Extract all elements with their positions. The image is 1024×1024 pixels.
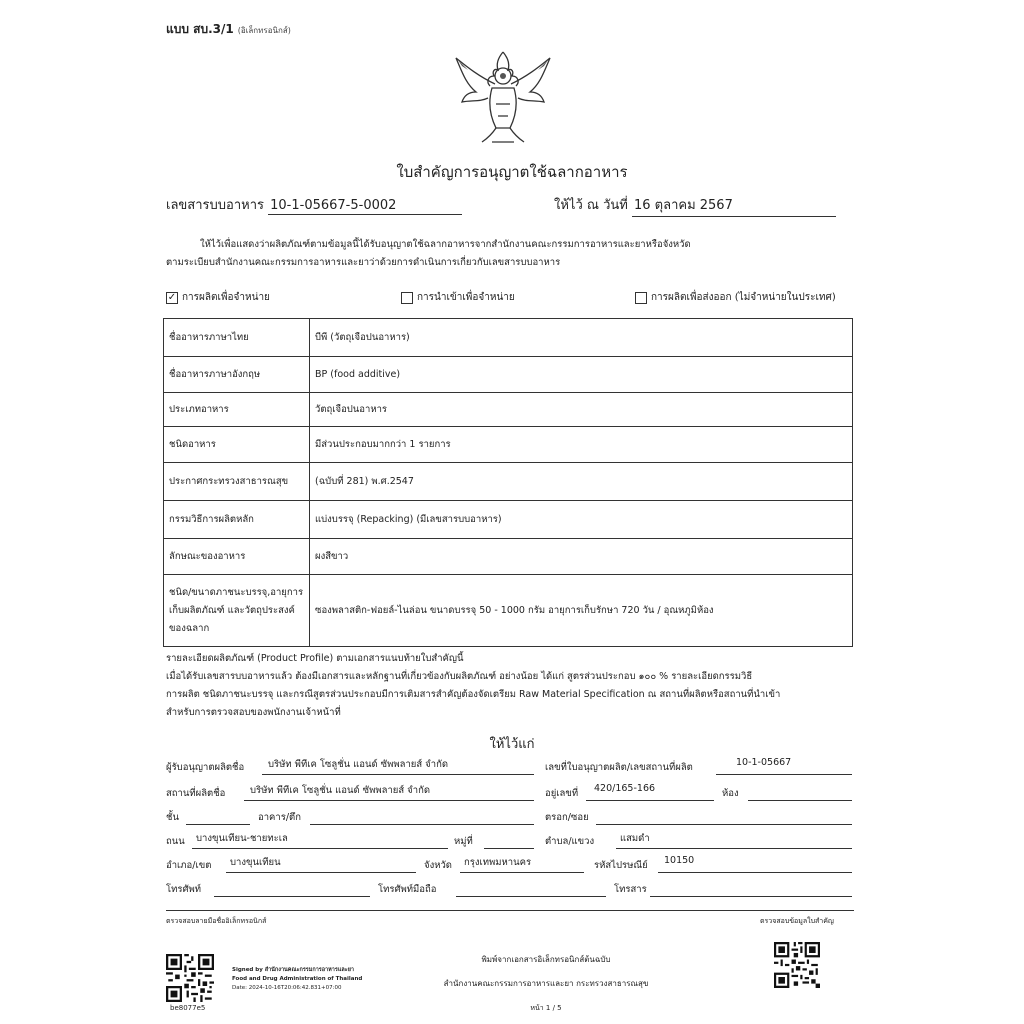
row-value: BP (food additive): [310, 357, 853, 393]
row-value: ผงสีขาว: [310, 539, 853, 575]
room-label: ห้อง: [722, 788, 739, 799]
row-value: วัตถุเจือปนอาหาร: [310, 393, 853, 427]
reg-number-row: [166, 194, 462, 215]
licensee-value: บริษัท พีทีเค โซลูชั่น แอนด์ ซัพพลายส์ จำกัด: [268, 759, 449, 770]
address-no-value: 420/165-166: [594, 783, 656, 794]
place-value: บริษัท พีทีเค โซลูชั่น แอนด์ ซัพพลายส์ จำกัด: [250, 785, 431, 796]
issue-date-row: [554, 194, 836, 217]
row-key: กรรมวิธีการผลิตหลัก: [164, 501, 310, 539]
signer-line-1: Signed by สำนักงานคณะกรรมการอาหารและยา: [232, 967, 354, 973]
row-key: ชื่ออาหารภาษาไทย: [164, 319, 310, 357]
subdistrict-label: ตำบล/แขวง: [545, 836, 595, 847]
place-underline: [244, 800, 534, 801]
checkbox-empty-icon: [635, 292, 647, 304]
row-key: ประกาศกระทรวงสาธารณสุข: [164, 463, 310, 501]
phone-label: โทรศัพท์: [166, 884, 202, 895]
district-label: อำเภอ/เขต: [166, 860, 212, 871]
mobile-underline: [456, 896, 606, 897]
intro-paragraph: [166, 236, 856, 272]
note-line-1: รายละเอียดผลิตภัณฑ์ (Product Profile) ตามเอกสารแนบท้ายใบสำคัญนี้: [166, 653, 464, 664]
address-no-underline: [586, 800, 714, 801]
issue-date: 16 ตุลาคม 2567: [632, 194, 836, 217]
product-info-table: [163, 318, 853, 647]
table-row: [164, 539, 853, 575]
signature-qr-code[interactable]: [166, 954, 214, 1002]
table-row: [164, 319, 853, 357]
licensee-label: ผู้รับอนุญาตผลิตชื่อ: [166, 762, 245, 773]
postal-underline: [658, 872, 852, 873]
fax-label: โทรสาร: [614, 884, 647, 895]
province-underline: [460, 872, 584, 873]
digital-signature-block: [232, 966, 362, 993]
floor-label: ชั้น: [166, 812, 179, 823]
fax-underline: [650, 896, 852, 897]
row-value: มีส่วนประกอบมากกว่า 1 รายการ: [310, 427, 853, 463]
mobile-label: โทรศัพท์มือถือ: [378, 884, 437, 895]
postal-label: รหัสไปรษณีย์: [594, 860, 648, 871]
document-title: ใบสำคัญการอนุญาตใช้ฉลากอาหาร: [396, 163, 628, 181]
document-qr-code[interactable]: [774, 942, 820, 988]
subdistrict-underline: [616, 848, 852, 849]
row-key: ชนิด/ขนาดภาชนะบรรจุ,อายุการเก็บผลิตภัณฑ์ และวัตถุประสงค์ของฉลาก: [164, 575, 310, 647]
checkbox-label-1: การผลิตเพื่อจำหน่าย: [182, 292, 270, 303]
table-row: [164, 463, 853, 501]
checkbox-label-2: การนำเข้าเพื่อจำหน่าย: [417, 292, 515, 303]
district-value: บางขุนเทียน: [230, 857, 281, 868]
checkbox-empty-icon: [401, 292, 413, 304]
postal-value: 10150: [664, 855, 695, 866]
table-row: [164, 575, 853, 647]
subdistrict-value: แสมดำ: [620, 833, 650, 844]
building-underline: [310, 824, 534, 825]
building-label: อาคาร/ตึก: [258, 812, 301, 823]
footer-center-line-1: พิมพ์จากเอกสารอิเล็กทรอนิกส์ต้นฉบับ: [481, 955, 611, 964]
intro-line-1: ให้ไว้เพื่อแสดงว่าผลิตภัณฑ์ตามข้อมูลนี้ได้รับอนุญาตใช้ฉลากอาหารจากสำนักงานคณะกรรมการอาหารและยาหรือจังหวัด: [200, 239, 691, 250]
form-code-text: แบบ สบ.3/1: [166, 22, 234, 36]
form-code-note: (อิเล็กทรอนิกส์): [237, 26, 291, 35]
footer-divider: [166, 910, 854, 911]
row-value: ซองพลาสติก-ฟอยล์-ไนล่อน ขนาดบรรจุ 50 - 1000 กรัม อายุการเก็บรักษา 720 วัน / อุณหภูมิห้อง: [310, 575, 853, 647]
province-label: จังหวัด: [424, 860, 452, 871]
road-label: ถนน: [166, 836, 185, 847]
footer-center-line-2: สำนักงานคณะกรรมการอาหารและยา กระทรวงสาธารณสุข: [443, 979, 649, 988]
road-value: บางขุนเทียน-ชายทะเล: [196, 833, 288, 844]
document-verify-caption: ตรวจสอบข้อมูลใบสำคัญ: [760, 917, 834, 925]
province-value: กรุงเทพมหานคร: [464, 857, 532, 868]
reg-number: 10-1-05667-5-0002: [268, 198, 462, 215]
phone-underline: [214, 896, 370, 897]
checkbox-label-3: การผลิตเพื่อส่งออก (ไม่จำหน่ายในประเทศ): [651, 292, 836, 303]
checkbox-export[interactable]: [635, 290, 836, 305]
table-row: [164, 501, 853, 539]
alley-label: ตรอก/ซอย: [545, 812, 589, 823]
signer-line-3: Date: 2024-10-16T20:06:42.831+07:00: [232, 985, 342, 991]
row-value: แบ่งบรรจุ (Repacking) (มีเลขสารบบอาหาร): [310, 501, 853, 539]
reg-label: เลขสารบบอาหาร: [166, 198, 264, 213]
form-code: [166, 20, 291, 39]
license-no-value: 10-1-05667: [736, 757, 792, 768]
floor-underline: [186, 824, 250, 825]
license-no-label: เลขที่ใบอนุญาตผลิต/เลขสถานที่ผลิต: [545, 762, 693, 773]
date-label: ให้ไว้ ณ วันที่: [554, 198, 628, 213]
license-no-underline: [716, 774, 852, 775]
table-row: [164, 393, 853, 427]
note-line-2: เมื่อได้รับเลขสารบบอาหารแล้ว ต้องมีเอกสารและหลักฐานที่เกี่ยวข้องกับผลิตภัณฑ์ อย่างน้อย ได้แก่ สูตรส่วนประกอบ ๑๐๐ % รายละเอียดกรรมวิธี: [166, 671, 753, 682]
checkbox-domestic-production[interactable]: [166, 290, 270, 305]
address-no-label: อยู่เลขที่: [545, 788, 579, 799]
checkbox-import[interactable]: [401, 290, 515, 305]
checkbox-checked-icon: ✓: [167, 291, 177, 303]
place-label: สถานที่ผลิตชื่อ: [166, 788, 226, 799]
road-underline: [192, 848, 448, 849]
note-line-3: การผลิต ชนิดภาชนะบรรจุ และกรณีสูตรส่วนประกอบมีการเติมสารสำคัญต้องจัดเตรียม Raw Material Specification ณ สถานที่ผลิตหรือสถานที่นำเข้า: [166, 689, 781, 700]
signer-line-2: Food and Drug Administration of Thailand: [232, 976, 363, 982]
qr-code-text: be8077e5: [170, 1004, 206, 1012]
row-key: ประเภทอาหาร: [164, 393, 310, 427]
row-key: ชื่ออาหารภาษาอังกฤษ: [164, 357, 310, 393]
licensee-underline: [262, 774, 534, 775]
row-value: (ฉบับที่ 281) พ.ศ.2547: [310, 463, 853, 501]
garuda-emblem: [448, 46, 558, 146]
grantee-heading: ให้ไว้แก่: [489, 737, 535, 752]
footer-center-block: [396, 948, 696, 1020]
room-underline: [748, 800, 852, 801]
notes-paragraph: [166, 650, 856, 722]
row-key: ลักษณะของอาหาร: [164, 539, 310, 575]
table-row: [164, 427, 853, 463]
page-number: หน้า 1 / 5: [530, 1004, 562, 1012]
row-key: ชนิดอาหาร: [164, 427, 310, 463]
moo-underline: [484, 848, 534, 849]
intro-line-2: ตามระเบียบสำนักงานคณะกรรมการอาหารและยาว่าด้วยการดำเนินการเกี่ยวกับเลขสารบบอาหาร: [166, 257, 561, 268]
alley-underline: [596, 824, 852, 825]
moo-label: หมู่ที่: [454, 836, 473, 847]
signature-verify-caption: ตรวจสอบลายมือชื่ออิเล็กทรอนิกส์: [166, 917, 267, 925]
note-line-4: สำหรับการตรวจสอบของพนักงานเจ้าหน้าที่: [166, 707, 341, 718]
district-underline: [226, 872, 416, 873]
table-row: [164, 357, 853, 393]
row-value: บีพี (วัตถุเจือปนอาหาร): [310, 319, 853, 357]
